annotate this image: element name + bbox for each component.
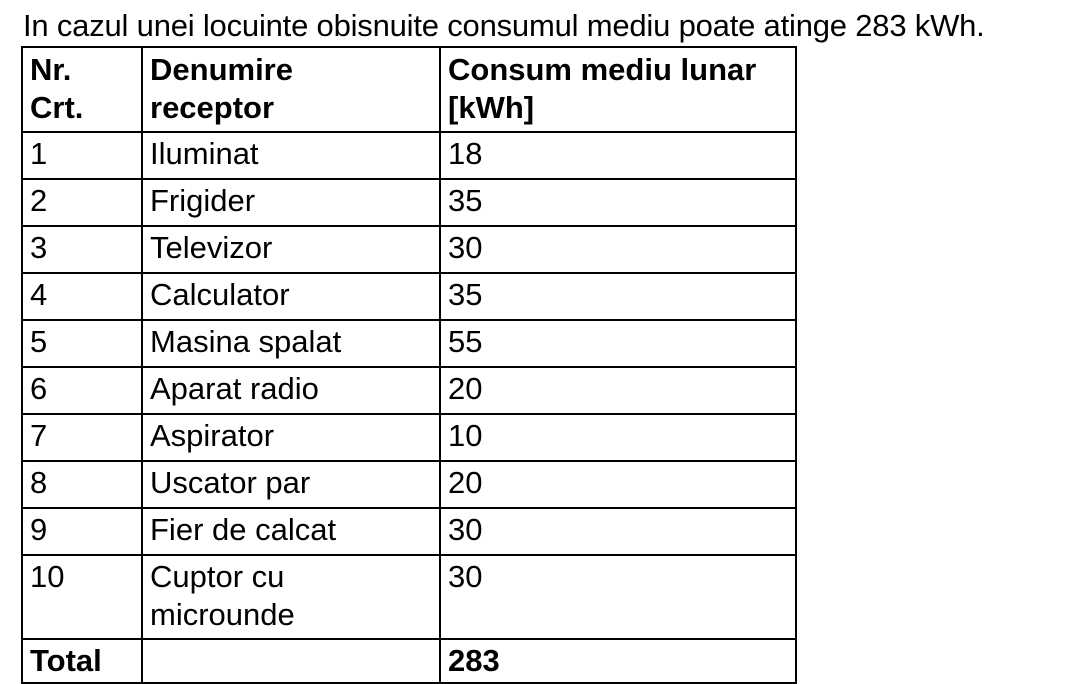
table-row — [22, 320, 796, 367]
cell-nr: 2 — [22, 179, 142, 226]
cell-receptor-line1: Cuptor cu — [150, 559, 285, 594]
cell-nr: 10 — [22, 555, 142, 639]
table-row — [22, 555, 796, 639]
table-body — [22, 132, 796, 639]
header-value-line1: Consum mediu lunar — [448, 52, 757, 87]
total-label: Total — [22, 639, 142, 683]
header-nr-crt — [22, 47, 142, 132]
cell-nr: 7 — [22, 414, 142, 461]
cell-consum: 18 — [440, 132, 796, 179]
table-footer — [22, 639, 796, 683]
cell-nr: 3 — [22, 226, 142, 273]
total-empty-cell — [142, 639, 440, 683]
cell-receptor: Fier de calcat — [142, 508, 440, 555]
cell-receptor: Televizor — [142, 226, 440, 273]
header-row — [22, 47, 796, 132]
table-row — [22, 179, 796, 226]
cell-receptor-line2: microunde — [150, 597, 295, 632]
table-row — [22, 132, 796, 179]
cell-consum: 30 — [440, 555, 796, 639]
cell-receptor: Aparat radio — [142, 367, 440, 414]
cell-receptor: Iluminat — [142, 132, 440, 179]
cell-nr: 8 — [22, 461, 142, 508]
table-header — [22, 47, 796, 132]
cell-receptor: Frigider — [142, 179, 440, 226]
cell-receptor — [142, 555, 440, 639]
cell-nr: 6 — [22, 367, 142, 414]
cell-consum: 20 — [440, 461, 796, 508]
header-value-line2: [kWh] — [448, 90, 535, 125]
cell-consum: 35 — [440, 273, 796, 320]
header-nr-line1: Nr. — [30, 52, 72, 87]
header-nr-line2: Crt. — [30, 90, 84, 125]
table-row — [22, 461, 796, 508]
consumption-table — [21, 46, 797, 684]
table-row — [22, 226, 796, 273]
cell-receptor: Uscator par — [142, 461, 440, 508]
cell-receptor: Aspirator — [142, 414, 440, 461]
table-row — [22, 367, 796, 414]
header-consum-mediu — [440, 47, 796, 132]
cell-consum: 30 — [440, 226, 796, 273]
cell-consum: 10 — [440, 414, 796, 461]
cell-nr: 5 — [22, 320, 142, 367]
cell-consum: 30 — [440, 508, 796, 555]
cell-receptor: Masina spalat — [142, 320, 440, 367]
header-name-line1: Denumire — [150, 52, 293, 87]
cell-receptor: Calculator — [142, 273, 440, 320]
cell-nr: 1 — [22, 132, 142, 179]
header-denumire-receptor — [142, 47, 440, 132]
intro-text: In cazul unei locuinte obisnuite consumul mediu poate atinge 283 kWh. — [23, 8, 985, 43]
cell-nr: 4 — [22, 273, 142, 320]
table-row — [22, 508, 796, 555]
total-value: 283 — [440, 639, 796, 683]
cell-consum: 20 — [440, 367, 796, 414]
cell-nr: 9 — [22, 508, 142, 555]
total-row — [22, 639, 796, 683]
cell-consum: 55 — [440, 320, 796, 367]
header-name-line2: receptor — [150, 90, 275, 125]
cell-consum: 35 — [440, 179, 796, 226]
table-row — [22, 414, 796, 461]
table-row — [22, 273, 796, 320]
